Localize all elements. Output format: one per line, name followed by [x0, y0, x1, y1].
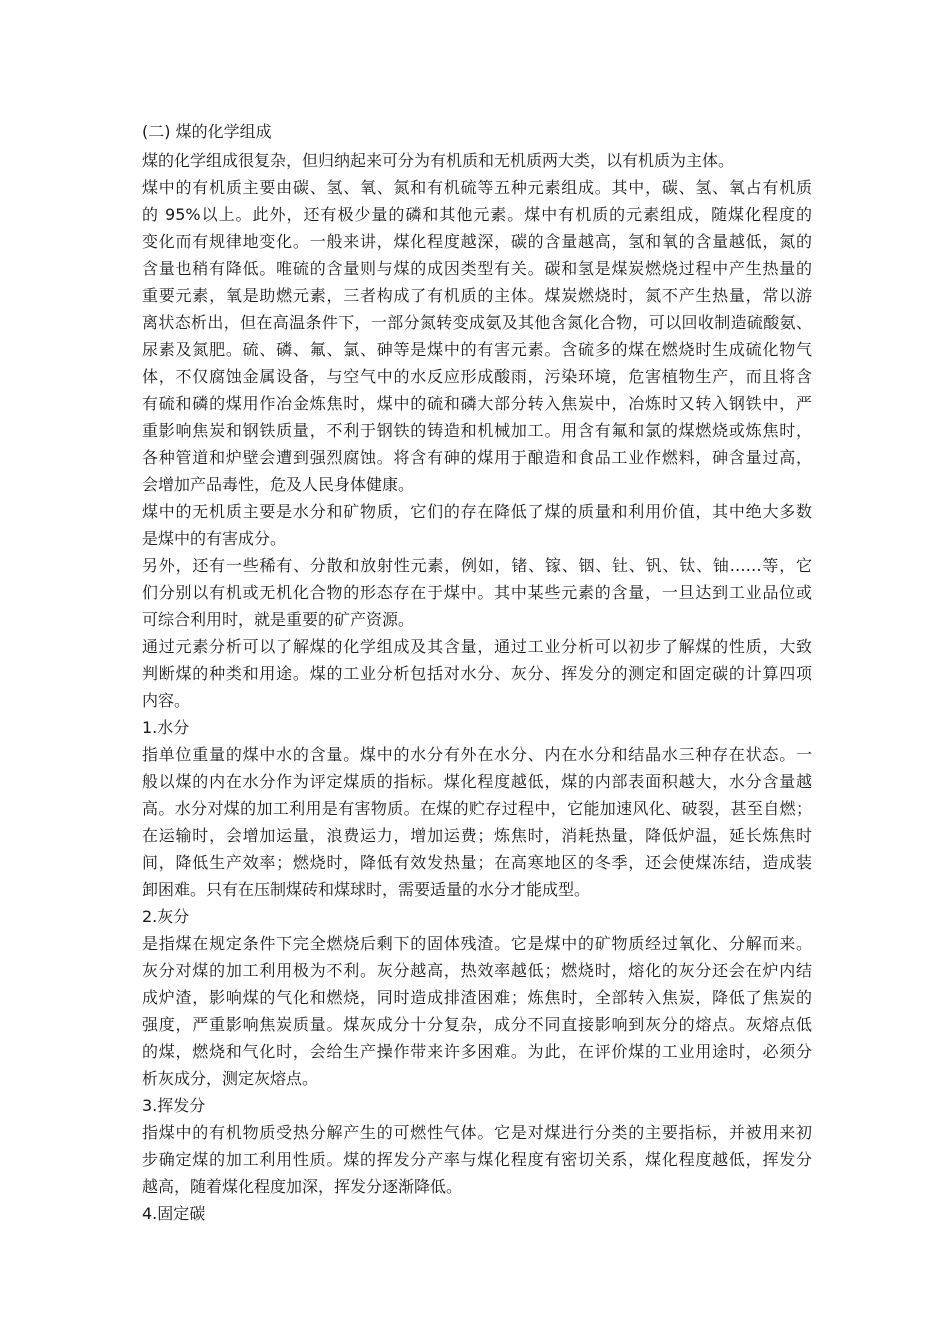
paragraph-line: 判断煤的种类和用途。煤的工业分析包括对水分、灰分、挥发分的测定和固定碳的计算四项 — [142, 664, 812, 683]
paragraph-line: 步确定煤的加工利用性质。煤的挥发分产率与煤化程度有密切关系，煤化程度越低，挥发分 — [142, 1150, 812, 1169]
paragraph-line: 指单位重量的煤中水的含量。煤中的水分有外在水分、内在水分和结晶水三种存在状态。一 — [142, 745, 812, 764]
paragraph — [142, 174, 812, 498]
paragraph-line: 含量也稍有降低。唯硫的含量则与煤的成因类型有关。碳和氢是煤炭燃烧过程中产生热量的 — [142, 259, 812, 278]
paragraph-line: 煤中的有机质主要由碳、氢、氧、氮和有机硫等五种元素组成。其中，碳、氢、氧占有机质 — [142, 178, 812, 197]
paragraph-line: 的煤，燃烧和气化时，会给生产操作带来许多困难。为此，在评价煤的工业用途时，必须分 — [142, 1042, 812, 1061]
paragraph-line: 会增加产品毒性，危及人民身体健康。 — [142, 475, 415, 494]
paragraph-line: 般以煤的内在水分作为评定煤质的指标。煤化程度越低，煤的内部表面积越大，水分含量越 — [142, 772, 812, 791]
paragraph — [142, 741, 812, 903]
paragraph-line: 有硫和磷的煤用作冶金炼焦时，煤中的硫和磷大部分转入焦炭中，冶炼时又转入钢铁中，严 — [142, 394, 812, 413]
paragraph-line: 重要元素，氧是助燃元素，三者构成了有机质的主体。煤炭燃烧时，氮不产生热量，常以游 — [142, 286, 812, 305]
heading-text: 1.水分 — [142, 718, 190, 737]
heading-text: 4.固定碳 — [142, 1204, 206, 1223]
paragraph-line: 在运输时，会增加运量，浪费运力，增加运费；炼焦时，消耗热量，降低炉温，延长炼焦时 — [142, 826, 812, 845]
document-page — [142, 120, 812, 1227]
paragraph-line: 是指煤在规定条件下完全燃烧后剩下的固体残渣。它是煤中的矿物质经过氧化、分解而来。 — [142, 934, 812, 953]
paragraph-line: 高。水分对煤的加工利用是有害物质。在煤的贮存过程中，它能加速风化、破裂，甚至自燃； — [142, 799, 812, 818]
paragraph-line: 煤中的无机质主要是水分和矿物质，它们的存在降低了煤的质量和利用价值，其中绝大多数 — [142, 502, 812, 521]
paragraph — [142, 1119, 812, 1200]
paragraph-line: 各种管道和炉壁会遭到强烈腐蚀。将含有砷的煤用于酿造和食品工业作燃料，砷含量过高， — [142, 448, 812, 467]
paragraph-line: 尿素及氮肥。硫、磷、氟、氯、砷等是煤中的有害元素。含硫多的煤在燃烧时生成硫化物气 — [142, 340, 812, 359]
paragraph-line: 是煤中的有害成分。 — [142, 529, 287, 548]
paragraph-line: 指煤中的有机物质受热分解产生的可燃性气体。它是对煤进行分类的主要指标，并被用来初 — [142, 1123, 812, 1142]
paragraph — [142, 498, 812, 552]
paragraph-line: 们分别以有机或无机化合物的形态存在于煤中。其中某些元素的含量，一旦达到工业品位或 — [142, 583, 812, 602]
heading-text: 2.灰分 — [142, 907, 190, 926]
paragraph-line: 另外，还有一些稀有、分散和放射性元素，例如，锗、镓、铟、钍、钒、钛、铀……等，它 — [142, 556, 812, 575]
heading-text: 3.挥发分 — [142, 1096, 206, 1115]
paragraph-line: 析灰成分，测定灰熔点。 — [142, 1069, 319, 1088]
paragraph — [142, 147, 812, 174]
paragraph-line: 变化而有规律地变化。一般来讲，煤化程度越深，碳的含量越高，氢和氧的含量越低，氮的 — [142, 232, 812, 251]
paragraph-line: 强度，严重影响焦炭质量。煤灰成分十分复杂，成分不同直接影响到灰分的熔点。灰熔点低 — [142, 1015, 812, 1034]
paragraph-line: 卸困难。只有在压制煤砖和煤球时，需要适量的水分才能成型。 — [142, 880, 591, 899]
paragraph-line: 体，不仅腐蚀金属设备，与空气中的水反应形成酸雨，污染环境，危害植物生产，而且将含 — [142, 367, 812, 386]
paragraph-line: 的 95%以上。此外，还有极少量的磷和其他元素。煤中有机质的元素组成，随煤化程度的 — [142, 205, 812, 224]
section-heading — [142, 714, 812, 741]
section-heading — [142, 903, 812, 930]
paragraph-line: 可综合利用时，就是重要的矿产资源。 — [142, 610, 415, 629]
paragraph-line: 内容。 — [142, 691, 191, 710]
paragraph — [142, 633, 812, 714]
section-heading — [142, 1200, 812, 1227]
document-body — [142, 147, 812, 1227]
section-heading — [142, 1092, 812, 1119]
paragraph — [142, 552, 812, 633]
paragraph-line: 越高，随着煤化程度加深，挥发分逐渐降低。 — [142, 1177, 463, 1196]
paragraph-line: 间，降低生产效率；燃烧时，降低有效发热量；在高寒地区的冬季，还会使煤冻结，造成装 — [142, 853, 812, 872]
paragraph-line: 灰分对煤的加工利用极为不利。灰分越高，热效率越低；燃烧时，熔化的灰分还会在炉内结 — [142, 961, 812, 980]
paragraph-line: 煤的化学组成很复杂，但归纳起来可分为有机质和无机质两大类，以有机质为主体。 — [142, 151, 735, 170]
section-title: (二) 煤的化学组成 — [142, 122, 272, 141]
paragraph — [142, 930, 812, 1092]
paragraph-line: 成炉渣，影响煤的气化和燃烧，同时造成排渣困难；炼焦时，全部转入焦炭，降低了焦炭的 — [142, 988, 812, 1007]
paragraph-line: 离状态析出，但在高温条件下，一部分氮转变成氨及其他含氮化合物，可以回收制造硫酸氨、 — [142, 313, 812, 332]
paragraph-line: 通过元素分析可以了解煤的化学组成及其含量，通过工业分析可以初步了解煤的性质，大致 — [142, 637, 812, 656]
paragraph-line: 重影响焦炭和钢铁质量，不利于钢铁的铸造和机械加工。用含有氟和氯的煤燃烧或炼焦时， — [142, 421, 812, 440]
